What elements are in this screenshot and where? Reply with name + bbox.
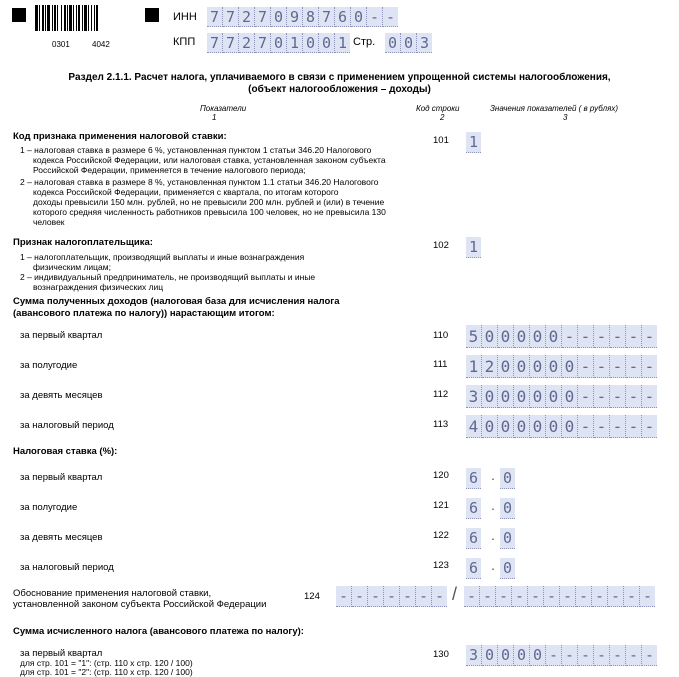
col-number-3: 3 xyxy=(563,113,568,122)
digit-cell: 7 xyxy=(319,7,335,27)
justification-reference-field[interactable] xyxy=(464,586,655,607)
digit-cell: - xyxy=(368,586,384,607)
rate-frac-cell: 0 xyxy=(500,498,515,519)
tax-rate-row-label: за девять месяцев xyxy=(20,532,103,543)
barcode-bar xyxy=(67,5,68,31)
rate-code-cell: 1 xyxy=(466,132,481,153)
justification-label-line2: установленной законом субъекта Российской Федерации xyxy=(13,599,267,610)
tax-rate-9m-frac[interactable] xyxy=(500,528,515,549)
digit-cell: - xyxy=(610,325,626,348)
barcode-bar xyxy=(52,5,53,31)
digit-cell: - xyxy=(610,415,626,438)
digit-cell: 6 xyxy=(335,7,351,27)
line-code-122: 122 xyxy=(433,530,449,541)
digit-cell: - xyxy=(640,586,655,607)
income-year-field[interactable] xyxy=(466,415,657,438)
digit-cell: 0 xyxy=(562,415,578,438)
digit-cell: 7 xyxy=(223,33,239,53)
digit-cell: 0 xyxy=(482,385,498,408)
barcode-bar xyxy=(76,5,77,31)
rate-frac-cell: 0 xyxy=(500,558,515,579)
barcode-bar xyxy=(57,5,58,31)
barcode-number-right: 4042 xyxy=(92,40,110,49)
digit-cell: 0 xyxy=(530,385,546,408)
col-header-values: Значения показателей ( в рублях) xyxy=(490,104,619,113)
rate-int-cell: 6 xyxy=(466,498,481,519)
digit-cell: 7 xyxy=(207,7,223,27)
digit-cell: 1 xyxy=(287,33,303,53)
digit-cell: 0 xyxy=(271,7,287,27)
digit-cell: 0 xyxy=(530,325,546,348)
digit-cell: - xyxy=(610,355,626,378)
line-code-111: 111 xyxy=(433,359,448,370)
barcode-bar xyxy=(78,5,80,31)
line-code-102: 102 xyxy=(433,240,449,251)
digit-cell: 3 xyxy=(466,385,482,408)
digit-cell: 7 xyxy=(255,33,271,53)
digit-cell: 8 xyxy=(303,7,319,27)
digit-cell: 0 xyxy=(546,325,562,348)
digit-cell: - xyxy=(624,586,640,607)
calculated-tax-row-label: за первый квартал xyxy=(20,648,103,659)
digit-cell: 0 xyxy=(498,385,514,408)
line-code-120: 120 xyxy=(433,470,449,481)
digit-cell: 0 xyxy=(514,385,530,408)
justification-label-line1: Обоснование применения налоговой ставки, xyxy=(13,588,212,599)
line-code-130: 130 xyxy=(433,649,449,660)
rate-code-heading: Код признака применения налоговой ставки: xyxy=(13,131,227,142)
digit-cell: - xyxy=(608,586,624,607)
rate-frac-cell: 0 xyxy=(500,528,515,549)
income-row-label: за первый квартал xyxy=(20,330,103,341)
digit-cell: - xyxy=(560,586,576,607)
tax-rate-year-int[interactable] xyxy=(466,558,481,579)
digit-cell: 0 xyxy=(514,415,530,438)
digit-cell: 3 xyxy=(466,645,482,666)
barcode-bar xyxy=(91,5,92,31)
digit-cell: 0 xyxy=(546,385,562,408)
rate-code-option-1-line3: Российской Федерации, применяется в течение налогового периода; xyxy=(33,165,306,175)
digit-cell: 0 xyxy=(482,415,498,438)
digit-cell: - xyxy=(578,325,594,348)
digit-cell: - xyxy=(626,355,642,378)
barcode-bar xyxy=(47,5,50,31)
digit-cell: 0 xyxy=(351,7,367,27)
line-code-123: 123 xyxy=(433,560,449,571)
digit-cell: - xyxy=(642,325,657,348)
line-code-124: 124 xyxy=(304,591,320,602)
barcode-bar xyxy=(94,5,95,31)
digit-cell: - xyxy=(594,325,610,348)
digit-cell: - xyxy=(400,586,416,607)
barcode-bar xyxy=(42,5,44,31)
decimal-point: · xyxy=(490,530,496,546)
digit-cell: 5 xyxy=(466,325,482,348)
digit-cell: 0 xyxy=(482,645,498,666)
digit-cell: 4 xyxy=(466,415,482,438)
barcode-number-left: 0301 xyxy=(52,40,70,49)
digit-cell: - xyxy=(336,586,352,607)
barcode-bar xyxy=(88,5,89,31)
digit-cell: - xyxy=(416,586,432,607)
digit-cell: 7 xyxy=(207,33,223,53)
digit-cell: - xyxy=(610,385,626,408)
income-heading-line1: Сумма полученных доходов (налоговая база для исчисления налога xyxy=(13,296,340,307)
rate-code-option-2-line2: кодекса Российской Федерации, применяется с квартала, по итогам которого xyxy=(33,187,339,197)
digit-cell: - xyxy=(642,355,657,378)
digit-cell: - xyxy=(626,645,642,666)
col-header-code: Код строки xyxy=(416,104,460,113)
inn-field[interactable] xyxy=(207,7,398,27)
digit-cell: - xyxy=(480,586,496,607)
income-heading-line2: (авансового платежа по налогу)) нарастающим итогом: xyxy=(13,308,275,319)
digit-cell: 0 xyxy=(546,355,562,378)
tax-rate-q1-frac[interactable] xyxy=(500,468,515,489)
digit-cell: - xyxy=(592,586,608,607)
digit-cell: 0 xyxy=(546,415,562,438)
digit-cell: - xyxy=(610,645,626,666)
digit-cell: 0 xyxy=(303,33,319,53)
rate-int-cell: 6 xyxy=(466,528,481,549)
digit-cell: 2 xyxy=(482,355,498,378)
rate-code-option-2-line3: доходы превысили 150 млн. рублей, но не превысили 200 млн. рублей и (или) в течение xyxy=(33,197,385,207)
barcode-bar xyxy=(84,5,87,31)
digit-cell: - xyxy=(576,586,592,607)
digit-cell: - xyxy=(626,415,642,438)
barcode-bar xyxy=(96,5,98,31)
corner-marker-left xyxy=(12,8,26,22)
digit-cell: - xyxy=(544,586,560,607)
digit-cell: - xyxy=(578,385,594,408)
justification-code-field[interactable] xyxy=(336,586,447,607)
tax-rate-h1-int[interactable] xyxy=(466,498,481,519)
digit-cell: - xyxy=(642,385,657,408)
section-subtitle: (объект налогообложения – доходы) xyxy=(248,84,431,95)
digit-cell: 0 xyxy=(498,415,514,438)
digit-cell: 0 xyxy=(271,33,287,53)
income-row-label: за полугодие xyxy=(20,360,78,371)
rate-int-cell: 6 xyxy=(466,558,481,579)
digit-cell: 3 xyxy=(417,33,432,53)
barcode-bar xyxy=(69,5,72,31)
digit-cell: 1 xyxy=(335,33,350,53)
corner-marker-right xyxy=(145,8,159,22)
digit-cell: 0 xyxy=(514,355,530,378)
page-number-field[interactable] xyxy=(385,33,432,53)
digit-cell: 0 xyxy=(562,385,578,408)
digit-cell: - xyxy=(528,586,544,607)
taxpayer-sign-option-2-line2: вознаграждения физических лиц xyxy=(33,282,164,292)
tax-rate-year-frac[interactable] xyxy=(500,558,515,579)
kpp-label: КПП xyxy=(173,36,196,48)
tax-rate-heading: Налоговая ставка (%): xyxy=(13,446,118,457)
barcode-bar xyxy=(82,5,83,31)
tax-rate-h1-frac[interactable] xyxy=(500,498,515,519)
barcode-bar xyxy=(35,5,38,31)
digit-cell: 0 xyxy=(530,415,546,438)
digit-cell: 1 xyxy=(466,355,482,378)
digit-cell: - xyxy=(642,645,657,666)
taxpayer-sign-field[interactable] xyxy=(466,237,481,258)
decimal-point: · xyxy=(490,470,496,486)
kpp-field[interactable] xyxy=(207,33,350,53)
barcode-bar xyxy=(73,5,74,31)
digit-cell: - xyxy=(384,586,400,607)
tax-rate-row-label: за налоговый период xyxy=(20,562,114,573)
digit-cell: - xyxy=(578,355,594,378)
digit-cell: - xyxy=(594,645,610,666)
income-q1-field[interactable] xyxy=(466,325,657,348)
digit-cell: 0 xyxy=(562,355,578,378)
digit-cell: 0 xyxy=(385,33,401,53)
rate-int-cell: 6 xyxy=(466,468,481,489)
digit-cell: - xyxy=(546,645,562,666)
taxpayer-sign-heading: Признак налогоплательщика: xyxy=(13,237,153,248)
digit-cell: 0 xyxy=(498,645,514,666)
col-header-indicators: Показатели xyxy=(200,104,247,113)
digit-cell: 0 xyxy=(530,355,546,378)
digit-cell: 9 xyxy=(287,7,303,27)
line-code-121: 121 xyxy=(433,500,449,511)
digit-cell: - xyxy=(594,415,610,438)
digit-cell: 0 xyxy=(514,645,530,666)
digit-cell: 2 xyxy=(239,7,255,27)
tax-rate-row-label: за первый квартал xyxy=(20,472,103,483)
rate-code-option-2-line4: которого средняя численность работников превысила 100 человек, но не превысила 130 xyxy=(33,207,386,217)
digit-cell: 0 xyxy=(482,325,498,348)
digit-cell: - xyxy=(562,325,578,348)
line-code-101: 101 xyxy=(433,135,449,146)
digit-cell: - xyxy=(464,586,480,607)
digit-cell: - xyxy=(432,586,447,607)
rate-code-option-1-line2: кодекса Российской Федерации, или налоговая ставка, установленная законом субъекта xyxy=(33,155,386,165)
section-title: Раздел 2.1.1. Расчет налога, уплачиваемого в связи с применением упрощенной системы налогообложения, xyxy=(68,72,611,83)
income-9m-field[interactable] xyxy=(466,385,657,408)
digit-cell: - xyxy=(496,586,512,607)
page-label: Стр. xyxy=(353,36,376,48)
digit-cell: - xyxy=(512,586,528,607)
calculated-tax-q1-field[interactable] xyxy=(466,645,657,666)
decimal-point: · xyxy=(490,560,496,576)
digit-cell: - xyxy=(626,385,642,408)
digit-cell: - xyxy=(367,7,383,27)
calculated-tax-formula-2: для стр. 101 = "2": (стр. 110 х стр. 120 / 100) xyxy=(20,667,193,677)
digit-cell: 7 xyxy=(255,7,271,27)
digit-cell: 0 xyxy=(530,645,546,666)
digit-cell: - xyxy=(594,385,610,408)
barcode-bar xyxy=(54,5,56,31)
digit-cell: 7 xyxy=(223,7,239,27)
digit-cell: 2 xyxy=(239,33,255,53)
barcode-bar xyxy=(64,5,66,31)
rate-frac-cell: 0 xyxy=(500,468,515,489)
rate-code-field[interactable] xyxy=(466,132,481,153)
digit-cell: - xyxy=(642,415,657,438)
tax-rate-9m-int[interactable] xyxy=(466,528,481,549)
rate-code-option-2-line5: человек xyxy=(33,217,65,227)
tax-rate-q1-int[interactable] xyxy=(466,468,481,489)
rate-code-option-1-line1: 1 – налоговая ставка в размере 6 %, установленная пунктом 1 статьи 346.20 Налогового xyxy=(20,145,372,155)
barcode-bar xyxy=(39,5,40,31)
taxpayer-sign-option-1-line2: физическим лицам; xyxy=(33,262,111,272)
barcode-bar xyxy=(45,5,46,31)
digit-cell: - xyxy=(562,645,578,666)
digit-cell: - xyxy=(594,355,610,378)
income-h1-field[interactable] xyxy=(466,355,657,378)
income-row-label: за налоговый период xyxy=(20,420,114,431)
barcode-bar xyxy=(61,5,62,31)
digit-cell: - xyxy=(578,415,594,438)
taxpayer-sign-cell: 1 xyxy=(466,237,481,258)
col-number-1: 1 xyxy=(212,113,217,122)
tax-rate-row-label: за полугодие xyxy=(20,502,78,513)
digit-cell: 0 xyxy=(514,325,530,348)
income-row-label: за девять месяцев xyxy=(20,390,103,401)
digit-cell: - xyxy=(626,325,642,348)
digit-cell: - xyxy=(352,586,368,607)
taxpayer-sign-option-1-line1: 1 – налогоплательщик, производящий выплаты и иные вознаграждения xyxy=(20,252,305,262)
rate-code-option-2-line1: 2 – налоговая ставка в размере 8 %, установленная пунктом 1.1 статьи 346.20 Налогового xyxy=(20,177,379,187)
justification-slash: / xyxy=(452,584,458,604)
taxpayer-sign-option-2-line1: 2 – индивидуальный предприниматель, не производящий выплаты и иные xyxy=(20,272,316,282)
line-code-112: 112 xyxy=(433,389,449,400)
inn-label: ИНН xyxy=(173,11,197,23)
digit-cell: - xyxy=(383,7,398,27)
decimal-point: · xyxy=(490,500,496,516)
digit-cell: 0 xyxy=(498,355,514,378)
calculated-tax-heading: Сумма исчисленного налога (авансового платежа по налогу): xyxy=(13,626,304,637)
digit-cell: 0 xyxy=(319,33,335,53)
col-number-2: 2 xyxy=(440,113,445,122)
line-code-113: 113 xyxy=(433,419,449,430)
digit-cell: 0 xyxy=(401,33,417,53)
calculated-tax-formula-1: для стр. 101 = "1": (стр. 110 х стр. 120 / 100) xyxy=(20,658,193,668)
digit-cell: - xyxy=(578,645,594,666)
line-code-110: 110 xyxy=(433,330,449,341)
digit-cell: 0 xyxy=(498,325,514,348)
